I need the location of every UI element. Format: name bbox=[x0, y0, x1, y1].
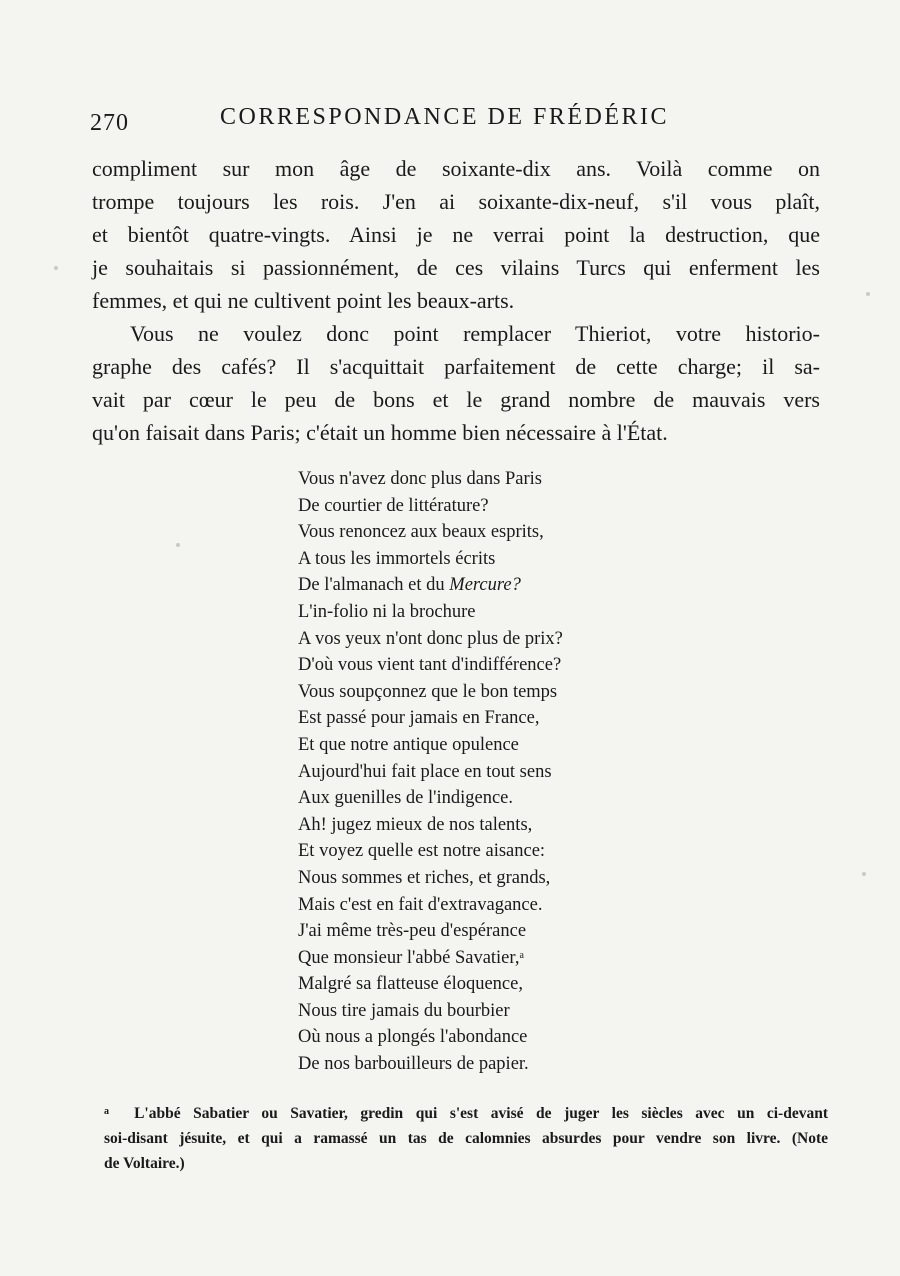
poem-verse: Aux guenilles de l'indigence. bbox=[298, 788, 513, 809]
poem-verse-text: De l'almanach et du bbox=[298, 575, 450, 596]
paper-speck bbox=[862, 872, 866, 876]
poem-verse: Malgré sa flatteuse éloquence, bbox=[298, 974, 523, 995]
poem-verse bbox=[298, 572, 563, 599]
poem-verse: D'où vous vient tant d'indifférence? bbox=[298, 655, 562, 676]
poem-verse: Mais c'est en fait d'extravagance. bbox=[298, 894, 543, 915]
footnote-line: soi-disant jésuite, et qui a ramassé un tas de calomnies absurdes pour vendre son livre. (Note bbox=[104, 1130, 828, 1147]
prose-text bbox=[92, 152, 820, 449]
paper-speck bbox=[866, 292, 870, 296]
footnote-reference: a bbox=[519, 949, 524, 961]
poem-verse: J'ai même très-peu d'espérance bbox=[298, 921, 527, 942]
text-line: qu'on faisait dans Paris; c'était un homme bien nécessaire à l'État. bbox=[92, 420, 668, 445]
poem-verse: De nos barbouilleurs de papier. bbox=[298, 1054, 529, 1075]
poem-verse: Aujourd'hui fait place en tout sens bbox=[298, 761, 552, 782]
poem-verse: Et que notre antique opulence bbox=[298, 734, 519, 755]
poem-verse bbox=[298, 945, 563, 972]
poem-verse: Nous tire jamais du bourbier bbox=[298, 1000, 510, 1021]
text-line: je souhaitais si passionnément, de ces vilains Turcs qui enferment les bbox=[92, 255, 820, 280]
poem-verse: Est passé pour jamais en France, bbox=[298, 708, 540, 729]
poem-verse: Vous n'avez donc plus dans Paris bbox=[298, 469, 542, 489]
poem-verse: L'in-folio ni la brochure bbox=[298, 601, 476, 622]
footnote bbox=[104, 1101, 828, 1176]
text-line: vait par cœur le peu de bons et le grand nombre de mauvais vers bbox=[92, 387, 820, 412]
text-line: et bientôt quatre-vingts. Ainsi je ne verrai point la destruction, que bbox=[92, 222, 820, 247]
paper-speck bbox=[176, 543, 180, 547]
poem-verse: Vous soupçonnez que le bon temps bbox=[298, 681, 558, 702]
poem-verse: Et voyez quelle est notre aisance: bbox=[298, 841, 546, 862]
paper-speck bbox=[54, 266, 58, 270]
poem-verse: A vos yeux n'ont donc plus de prix? bbox=[298, 628, 563, 649]
footnote-line: de Voltaire.) bbox=[104, 1155, 185, 1172]
paragraph-2 bbox=[92, 317, 820, 449]
paragraph-1 bbox=[92, 152, 820, 317]
footnote-line bbox=[104, 1101, 828, 1126]
poem-verse: De courtier de littérature? bbox=[298, 495, 489, 516]
poem bbox=[298, 466, 563, 1078]
poem-verse: A tous les immortels écrits bbox=[298, 548, 496, 569]
page-number: 270 bbox=[90, 110, 129, 136]
text-line: femmes, et qui ne cultivent point les beaux-arts. bbox=[92, 288, 515, 313]
text-line: compliment sur mon âge de soixante-dix ans. Voilà comme on bbox=[92, 156, 820, 181]
running-head: CORRESPONDANCE DE FRÉDÉRIC bbox=[220, 104, 670, 130]
poem-verse: Où nous a plongés l'abondance bbox=[298, 1027, 528, 1048]
text-line: Vous ne voulez donc point remplacer Thieriot, votre historio- bbox=[130, 321, 820, 346]
poem-verse: Ah! jugez mieux de nos talents, bbox=[298, 814, 533, 835]
text-line: trompe toujours les rois. J'en ai soixante-dix-neuf, s'il vous plaît, bbox=[92, 189, 820, 214]
text-line: graphe des cafés? Il s'acquittait parfaitement de cette charge; il sa- bbox=[92, 354, 820, 379]
footnote-text: L'abbé Sabatier ou Savatier, gredin qui s'est avisé de juger les siècles avec un ci-devant bbox=[134, 1105, 828, 1122]
mercure-title: Mercure? bbox=[449, 575, 521, 596]
poem-verse: Nous sommes et riches, et grands, bbox=[298, 867, 551, 888]
poem-verse: Vous renoncez aux beaux esprits, bbox=[298, 522, 544, 543]
footnote-marker: a bbox=[104, 1106, 109, 1117]
page-header bbox=[90, 104, 820, 144]
poem-verse-text: Que monsieur l'abbé Savatier, bbox=[298, 947, 520, 968]
